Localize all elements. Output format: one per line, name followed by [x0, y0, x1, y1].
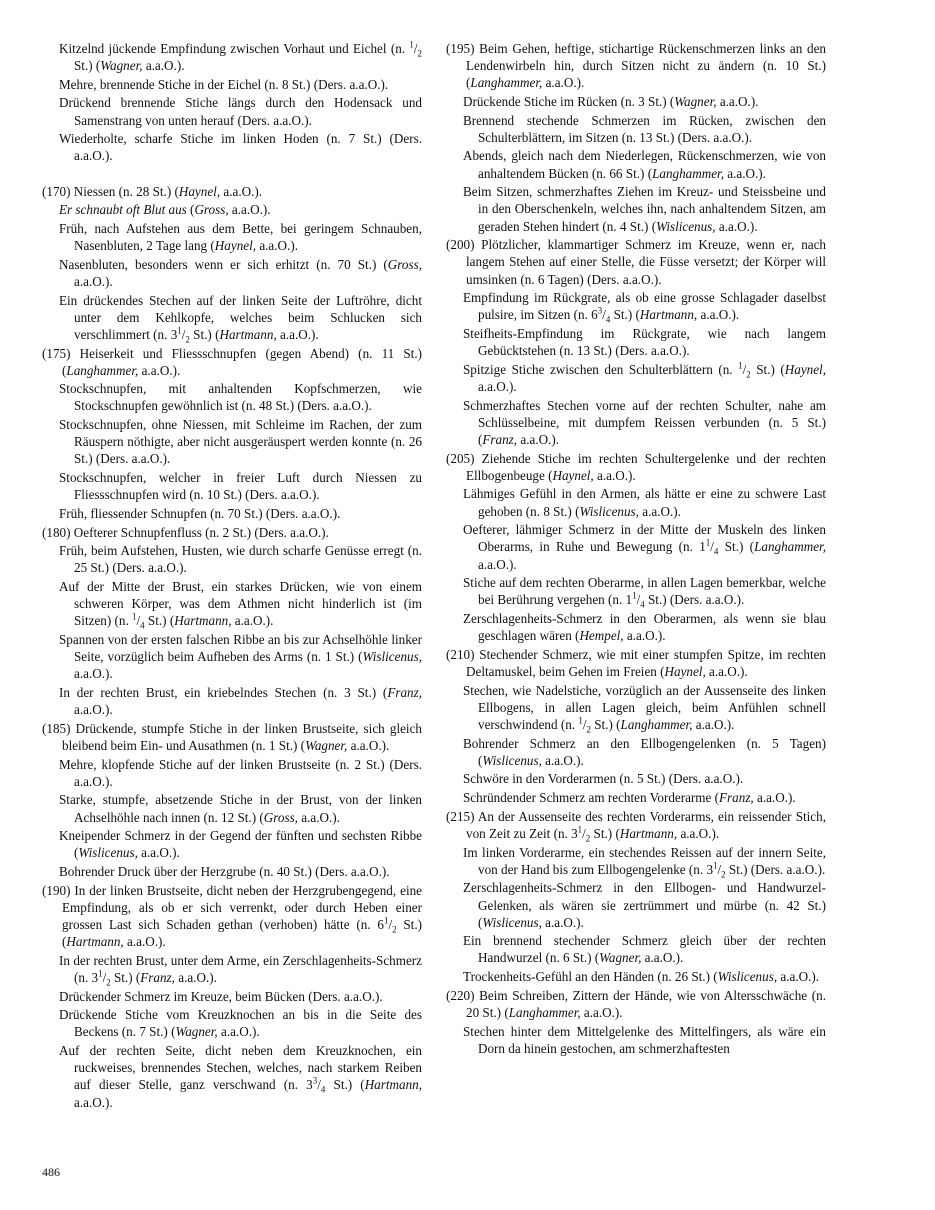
- numbered-symptom-entry: (175) Heiserkeit und Fliessschnupfen (gegen Abend) (n. 11 St.) (Langhammer, a.a.O.).: [42, 345, 422, 378]
- symptom-entry: Kitzelnd jückende Empfindung zwischen Vorhaut und Eichel (n. $^1/_2$ St.) (Wagner, a.a.O.).: [59, 39, 422, 74]
- symptom-entry: Brennend stechende Schmerzen im Rücken, zwischen den Schulterblättern, im Sitzen (n. 13 St.) (Ders. a.a.O.).: [463, 112, 826, 145]
- symptom-entry: Oefterer, lähmiger Schmerz in der Mitte der Muskeln des linken Oberarms, in Ruhe und Bewegung (n. $1^1/_4$ St.) (Langhammer, a.a.O.).: [463, 522, 826, 572]
- symptom-entry: Empfindung im Rückgrate, als ob eine grosse Schlagader daselbst pulsire, im Sitzen (n. $6^3/_4$ St.) (Hartmann, a.a.O.).: [463, 290, 826, 325]
- symptom-entry: Bohrender Druck über der Herzgrube (n. 40 St.) (Ders. a.a.O.).: [59, 864, 390, 880]
- symptom-entry: Mehre, brennende Stiche in der Eichel (n. 8 St.) (Ders. a.a.O.).: [59, 76, 389, 92]
- symptom-entry: Zerschlagenheits-Schmerz in den Ellbogen- und Handwurzel-Gelenken, als wären sie zertrümmert und mürbe (n. 42 St.) (Wislicenus, a.a.O.).: [463, 880, 826, 930]
- symptom-entry: Schwöre in den Vorderarmen (n. 5 St.) (Ders. a.a.O.).: [463, 771, 744, 787]
- symptom-entry: Lähmiges Gefühl in den Armen, als hätte er eine zu schwere Last gehoben (n. 8 St.) (Wislicenus, a.a.O.).: [463, 486, 826, 519]
- symptom-entry: Stockschnupfen, mit anhaltenden Kopfschmerzen, wie Stockschnupfen gewöhnlich ist (n. 48 St.) (Ders. a.a.O.).: [59, 381, 422, 414]
- numbered-symptom-entry: (185) Drückende, stumpfe Stiche in der linken Brustseite, sich gleich bleibend beim Ein- und Ausathmen (n. 1 St.) (Wagner, a.a.O.).: [42, 720, 422, 753]
- symptom-entry: Drückende Stiche im Rücken (n. 3 St.) (Wagner, a.a.O.).: [463, 93, 759, 109]
- symptom-entry: Stiche auf dem rechten Oberarme, in allen Lagen bemerkbar, welche bei Berührung vergehen (n. $1^1/_4$ St.) (Ders. a.a.O.).: [463, 575, 826, 610]
- symptom-entry: Ein brennend stechender Schmerz gleich über der rechten Handwurzel (n. 6 St.) (Wagner, a.a.O.).: [463, 933, 826, 966]
- symptom-entry: Ein drückendes Stechen auf der linken Seite der Luftröhre, dicht unter dem Kehlkopfe, welches beim Schlucken sich verschlimmert (n. $3^1/_2$ St.) (Hartmann, a.a.O.).: [59, 292, 422, 345]
- symptom-entry: In der rechten Brust, unter dem Arme, ein Zerschlagenheits-Schmerz (n. $3^1/_2$ St.) (Franz, a.a.O.).: [59, 952, 422, 988]
- numbered-symptom-entry: (195) Beim Gehen, heftige, stichartige Rückenschmerzen links an den Lendenwirbeln hin, durch Sitzen nicht zu ändern (n. 10 St.) (Langhammer, a.a.O.).: [446, 41, 826, 91]
- numbered-symptom-entry: (215) An der Aussenseite des rechten Vorderarms, ein reissender Stich, von Zeit zu Zeit (n. $3^1/_2$ St.) (Hartmann, a.a.O.).: [446, 808, 826, 844]
- symptom-entry: Drückende Stiche vom Kreuzknochen an bis in die Seite des Beckens (n. 7 St.) (Wagner, a.a.O.).: [59, 1007, 422, 1040]
- symptom-entry: Spannen von der ersten falschen Ribbe an bis zur Achselhöhle linker Seite, vorzüglich beim Aufheben des Arms (n. 1 St.) (Wislicenus, a.a.O.).: [59, 632, 422, 682]
- symptom-entry: Stockschnupfen, welcher in freier Luft durch Niessen zu Fliessschnupfen wird (n. 10 St.) (Ders. a.a.O.).: [59, 470, 422, 503]
- symptom-entry: Wiederholte, scharfe Stiche im linken Hoden (n. 7 St.) (Ders. a.a.O.).: [59, 131, 422, 164]
- symptom-entry: Trockenheits-Gefühl an den Händen (n. 26 St.) (Wislicenus, a.a.O.).: [463, 969, 820, 985]
- symptom-entry: Stockschnupfen, ohne Niessen, mit Schleime im Rachen, der zum Räuspern nöthigte, aber nicht ausgeräuspert werden konnte (n. 26 St.) (Ders. a.a.O.).: [59, 417, 422, 467]
- symptom-entry: Kneipender Schmerz in der Gegend der fünften und sechsten Ribbe (Wislicenus, a.a.O.).: [59, 828, 422, 861]
- symptom-entry: Beim Sitzen, schmerzhaftes Ziehen im Kreuz- und Steissbeine und in den Oberschenkeln, welches ihn, nach anhaltendem Sitzen, am geraden Stehen hindert (n. 4 St.) (Wislicenus, a.a.O.).: [463, 184, 826, 234]
- symptom-entry: Schmerzhaftes Stechen vorne auf der rechten Schulter, nahe am Schlüsselbeine, mit dumpfem Reissen verbunden (n. 5 St.) (Franz, a.a.O.).: [463, 397, 826, 447]
- symptom-entry: Stechen hinter dem Mittelgelenke des Mittelfingers, als wäre ein Dorn da hinein gestochen, am schmerzhaftesten: [463, 1023, 826, 1056]
- symptom-entry: Zerschlagenheits-Schmerz in den Oberarmen, als wenn sie blau geschlagen wären (Hempel, a.a.O.).: [463, 611, 826, 644]
- symptom-entry: Drückend brennende Stiche längs durch den Hodensack und Samenstrang von unten herauf (Ders. a.a.O.).: [59, 95, 422, 128]
- numbered-symptom-entry: (170) Niessen (n. 28 St.) (Haynel, a.a.O.).: [42, 183, 263, 199]
- symptom-entry: Mehre, klopfende Stiche auf der linken Brustseite (n. 2 St.) (Ders. a.a.O.).: [59, 756, 422, 789]
- numbered-symptom-entry: (200) Plötzlicher, klammartiger Schmerz im Kreuze, wenn er, nach langem Stehen auf einer Stelle, die Füsse versetzt; der Körper will umsinken (n. 6 Tagen) (Ders. a.a.O.).: [446, 237, 826, 287]
- symptom-entry: Bohrender Schmerz an den Ellbogengelenken (n. 5 Tagen) (Wislicenus, a.a.O.).: [463, 735, 826, 768]
- numbered-symptom-entry: (210) Stechender Schmerz, wie mit einer stumpfen Spitze, im rechten Deltamuskel, beim Gehen im Freien (Haynel, a.a.O.).: [446, 646, 826, 679]
- symptom-entry: In der rechten Brust, ein kriebelndes Stechen (n. 3 St.) (Franz, a.a.O.).: [59, 684, 422, 718]
- right-column: [446, 40, 826, 1058]
- symptom-entry: Nasenbluten, besonders wenn er sich erhitzt (n. 70 St.) (Gross, a.a.O.).: [59, 256, 422, 289]
- numbered-symptom-entry: (205) Ziehende Stiche im rechten Schultergelenke und der rechten Ellbogenbeuge (Haynel, a.a.O.).: [446, 450, 826, 483]
- symptom-entry: Er schnaubt oft Blut aus (Gross, a.a.O.).: [59, 202, 271, 218]
- symptom-entry: Früh, nach Aufstehen aus dem Bette, bei geringem Schnauben, Nasenbluten, 2 Tage lang (Haynel, a.a.O.).: [59, 220, 422, 254]
- symptom-entry: Früh, beim Aufstehen, Husten, wie durch scharfe Genüsse erregt (n. 25 St.) (Ders. a.a.O.).: [59, 543, 422, 576]
- symptom-entry: Stechen, wie Nadelstiche, vorzüglich an der Aussenseite des linken Ellbogens, in allen Lagen gleich, beim Anfühlen schnell verschwindend (n. $^1/_2$ St.) (Langhammer, a.a.O.).: [463, 682, 826, 735]
- symptom-entry: Schründender Schmerz am rechten Vorderarme (Franz, a.a.O.).: [463, 790, 796, 806]
- symptom-entry: Steifheits-Empfindung im Rückgrate, wie nach langem Gebücktstehen (n. 13 St.) (Ders. a.a.O.).: [463, 326, 826, 359]
- symptom-entry: Starke, stumpfe, absetzende Stiche in der Brust, von der linken Achselhöhle nach innen (n. 12 St.) (Gross, a.a.O.).: [59, 792, 422, 825]
- symptom-entry: Früh, fliessender Schnupfen (n. 70 St.) (Ders. a.a.O.).: [59, 505, 341, 521]
- left-column: [42, 40, 422, 1112]
- symptom-entry: Abends, gleich nach dem Niederlegen, Rückenschmerzen, wie von anhaltendem Bücken (n. 66 St.) (Langhammer, a.a.O.).: [463, 148, 826, 181]
- symptom-entry: Auf der rechten Seite, dicht neben dem Kreuzknochen, ein ruckweises, brennendes Stechen, welches, nach starkem Reiben auf dieser Stelle, ganz verschwand (n. $3^3/_4$ St.) (Hartmann, a.a.O.).: [59, 1043, 422, 1110]
- numbered-symptom-entry: (220) Beim Schreiben, Zittern der Hände, wie von Altersschwäche (n. 20 St.) (Langhammer, a.a.O.).: [446, 987, 826, 1020]
- numbered-symptom-entry: (180) Oefterer Schnupfenfluss (n. 2 St.) (Ders. a.a.O.).: [42, 524, 329, 540]
- symptom-entry: Im linken Vorderarme, ein stechendes Reissen auf der innern Seite, von der Hand bis zum Ellbogengelenke (n. $3^1/_2$ St.) (Ders. a.a.O.).: [463, 844, 826, 880]
- symptom-entry: Auf der Mitte der Brust, ein starkes Drücken, wie von einem schweren Körper, was dem Athmen nicht hinderlich ist (im Sitzen) (n. $^1/_4$ St.) (Hartmann, a.a.O.).: [59, 579, 422, 631]
- page-number: 486: [42, 1165, 60, 1179]
- numbered-symptom-entry: (190) In der linken Brustseite, dicht neben der Herzgrubengegend, eine Empfindung, als ob er sich verrenkt, oder durch Heben einer grossen Last sich Schaden gethan (verhoben) hätte (n. $6^1/_2$ St.) (Hartmann, a.a.O.).: [42, 882, 422, 950]
- symptom-entry: Drückender Schmerz im Kreuze, beim Bücken (Ders. a.a.O.).: [59, 988, 383, 1004]
- symptom-entry: Spitzige Stiche zwischen den Schulterblättern (n. $^1/_2$ St.) (Haynel, a.a.O.).: [463, 360, 826, 394]
